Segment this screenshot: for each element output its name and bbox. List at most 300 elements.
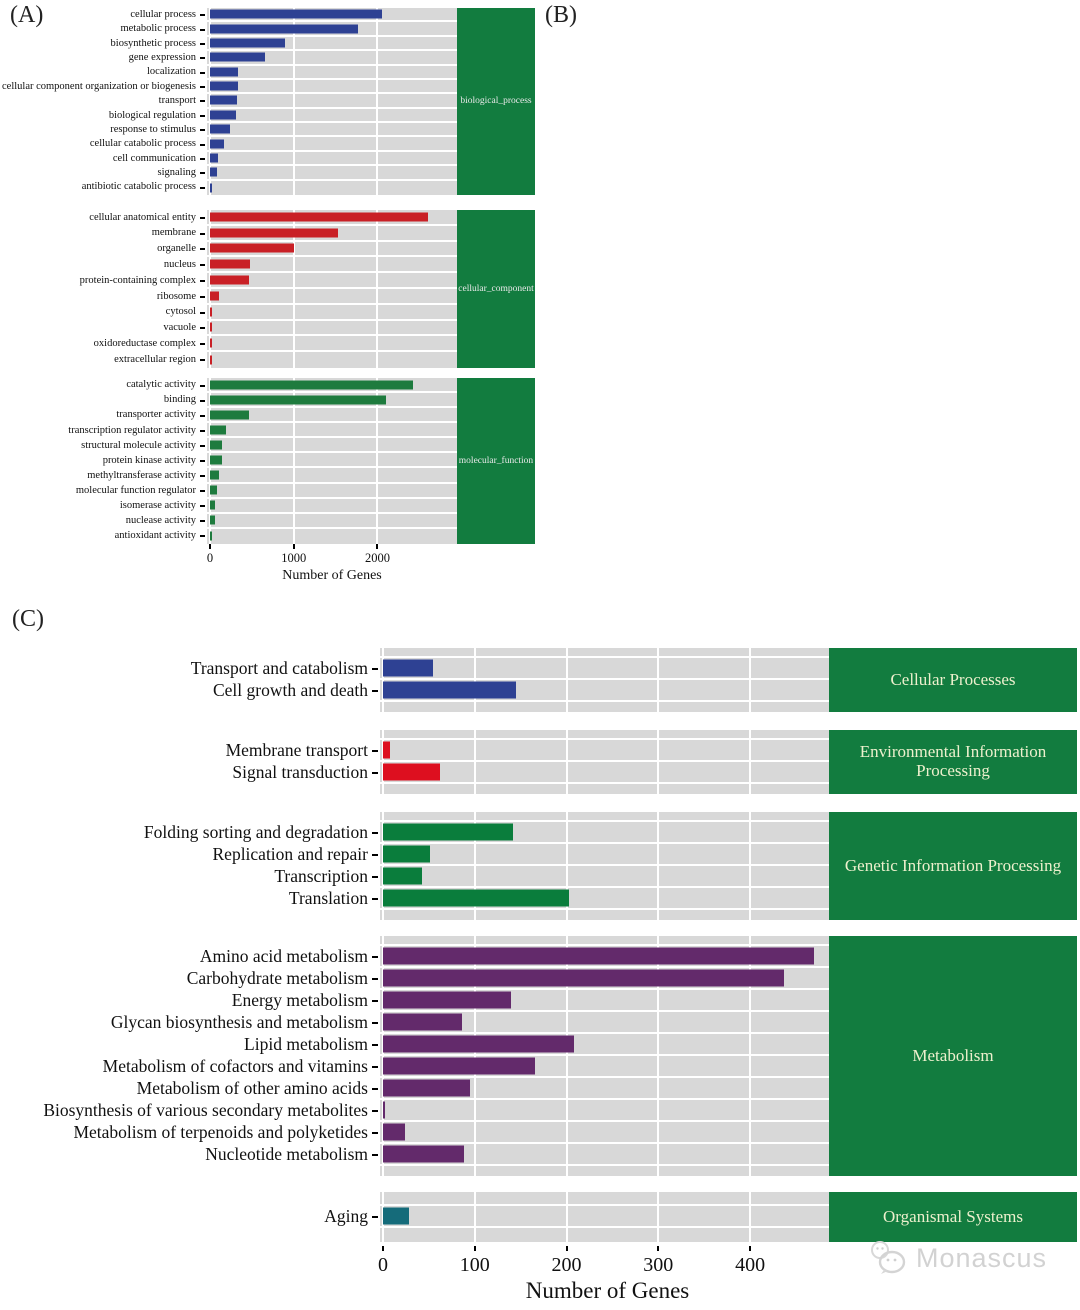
watermark bbox=[868, 1240, 1047, 1276]
bar bbox=[383, 992, 511, 1009]
category-label: isomerase activity bbox=[119, 499, 196, 511]
category-tick-mark bbox=[200, 415, 205, 417]
category-row bbox=[7, 423, 207, 438]
subchart-group bbox=[2, 8, 542, 195]
bar-row bbox=[380, 1100, 829, 1122]
group-strip bbox=[829, 812, 1077, 920]
category-tick-mark bbox=[200, 490, 205, 492]
group-strip bbox=[457, 210, 535, 368]
bar-row bbox=[207, 51, 457, 65]
bar bbox=[383, 1146, 464, 1163]
bar bbox=[383, 890, 569, 907]
category-label: oxidoreductase complex bbox=[93, 338, 196, 350]
bar bbox=[383, 824, 513, 841]
bar bbox=[383, 1080, 470, 1097]
category-tick-mark bbox=[200, 430, 205, 432]
category-label: Metabolism of other amino acids bbox=[136, 1078, 368, 1099]
bar-row bbox=[207, 210, 457, 226]
category-tick-mark bbox=[200, 57, 205, 59]
bar-row bbox=[207, 109, 457, 123]
category-row bbox=[2, 80, 207, 94]
bar bbox=[383, 1102, 385, 1119]
category-row bbox=[7, 152, 207, 166]
category-label: vacuole bbox=[163, 322, 196, 334]
x-axis-tick-label: 0 bbox=[378, 1254, 388, 1276]
category-label: cellular component organization or biogenesis bbox=[2, 80, 196, 92]
bar bbox=[210, 244, 294, 253]
bar bbox=[210, 532, 212, 541]
category-tick-mark bbox=[200, 129, 205, 131]
category-tick-mark bbox=[200, 172, 205, 174]
category-label: Transcription bbox=[274, 866, 368, 887]
bar-row bbox=[207, 336, 457, 352]
panel-padding bbox=[380, 1166, 829, 1176]
category-labels bbox=[2, 8, 207, 195]
bar-row bbox=[380, 1144, 829, 1166]
x-axis-tick bbox=[376, 544, 378, 549]
x-axis-tick bbox=[749, 1246, 751, 1251]
category-label: protein kinase activity bbox=[102, 454, 196, 466]
category-label: Folding sorting and degradation bbox=[143, 822, 368, 843]
plot-panel bbox=[207, 210, 457, 368]
category-tick-mark bbox=[200, 445, 205, 447]
category-row bbox=[7, 321, 207, 337]
category-tick-mark bbox=[372, 956, 378, 959]
category-tick-mark bbox=[200, 158, 205, 160]
bar bbox=[383, 948, 814, 965]
category-row bbox=[0, 1034, 380, 1056]
category-row bbox=[0, 1078, 380, 1100]
strip-label: Cellular Processes bbox=[890, 669, 1016, 689]
bar-row bbox=[380, 1078, 829, 1100]
x-axis-tick-label: 200 bbox=[551, 1254, 582, 1276]
bar-row bbox=[380, 822, 829, 844]
category-label: binding bbox=[163, 394, 196, 406]
category-label: Lipid metabolism bbox=[244, 1034, 368, 1055]
category-label: Replication and repair bbox=[212, 844, 368, 865]
category-label: nucleus bbox=[163, 259, 196, 271]
bar bbox=[210, 425, 226, 434]
panel-padding bbox=[380, 648, 829, 658]
bar-row bbox=[380, 762, 829, 784]
bar bbox=[210, 82, 238, 91]
category-tick-mark bbox=[200, 400, 205, 402]
bar-row bbox=[207, 484, 457, 499]
category-label: transcription regulator activity bbox=[68, 424, 196, 436]
bar bbox=[210, 395, 386, 404]
category-row bbox=[0, 1012, 380, 1034]
bar bbox=[210, 67, 238, 76]
category-tick-mark bbox=[200, 248, 205, 250]
bar-row bbox=[207, 499, 457, 514]
bar-row bbox=[207, 408, 457, 423]
bar bbox=[210, 291, 219, 300]
bar-row bbox=[207, 22, 457, 36]
category-tick-mark bbox=[372, 690, 378, 693]
category-row bbox=[7, 336, 207, 352]
chat-bubbles-logo-icon bbox=[868, 1240, 910, 1276]
x-axis-tick-label: 400 bbox=[735, 1254, 766, 1276]
category-tick-mark bbox=[200, 187, 205, 189]
bar-row bbox=[207, 181, 457, 195]
panel-b-tag: (B) bbox=[545, 2, 577, 28]
category-label: nuclease activity bbox=[125, 514, 196, 526]
category-row bbox=[7, 166, 207, 180]
category-label: cellular anatomical entity bbox=[89, 211, 196, 223]
category-row bbox=[7, 226, 207, 242]
x-axis-tick bbox=[382, 1246, 384, 1251]
category-label: Biosynthesis of various secondary metabolites bbox=[43, 1100, 368, 1121]
category-label: methyltransferase activity bbox=[87, 469, 196, 481]
bar bbox=[210, 10, 382, 19]
category-tick-mark bbox=[200, 86, 205, 88]
x-axis-title: Number of Genes bbox=[525, 1278, 690, 1303]
bar bbox=[210, 380, 413, 389]
category-tick-mark bbox=[200, 343, 205, 345]
category-tick-mark bbox=[200, 43, 205, 45]
panel-padding bbox=[380, 784, 829, 794]
plot-panel bbox=[207, 8, 457, 195]
category-row bbox=[0, 844, 380, 866]
category-label: transporter activity bbox=[116, 409, 196, 421]
bar-row bbox=[380, 844, 829, 866]
category-row bbox=[7, 514, 207, 529]
panel-c-tag: (C) bbox=[12, 606, 44, 632]
bar bbox=[210, 356, 212, 365]
category-row bbox=[7, 499, 207, 514]
category-label: biosynthetic process bbox=[110, 37, 196, 49]
subchart-group bbox=[7, 210, 542, 368]
bar bbox=[383, 868, 422, 885]
bar bbox=[210, 339, 212, 348]
category-label: antibiotic catabolic process bbox=[81, 181, 196, 193]
bar-row bbox=[207, 94, 457, 108]
bar-row bbox=[207, 66, 457, 80]
category-row bbox=[0, 762, 380, 784]
category-tick-mark bbox=[200, 233, 205, 235]
x-axis-tick bbox=[209, 544, 211, 549]
category-tick-mark bbox=[200, 460, 205, 462]
category-label: Energy metabolism bbox=[231, 990, 368, 1011]
category-tick-mark bbox=[200, 280, 205, 282]
panel-padding bbox=[380, 936, 829, 946]
bar-row bbox=[380, 888, 829, 910]
category-tick-mark bbox=[200, 217, 205, 219]
bar bbox=[383, 970, 784, 987]
category-label: catalytic activity bbox=[126, 379, 196, 391]
subchart-group bbox=[0, 812, 1080, 920]
bar bbox=[383, 660, 433, 677]
bar-row bbox=[207, 352, 457, 368]
category-tick-mark bbox=[372, 1000, 378, 1003]
category-label: protein-containing complex bbox=[79, 274, 196, 286]
subchart-group bbox=[0, 730, 1080, 794]
category-label: Transport and catabolism bbox=[190, 658, 368, 679]
category-label: cell communication bbox=[112, 152, 196, 164]
category-tick-mark bbox=[200, 535, 205, 537]
panel-padding bbox=[380, 702, 829, 712]
category-row bbox=[0, 1206, 380, 1228]
strip-label: Metabolism bbox=[912, 1045, 994, 1065]
strip-label: molecular_function bbox=[458, 455, 534, 466]
panel-a-tag: (A) bbox=[10, 2, 44, 28]
x-axis-title: Number of Genes bbox=[282, 568, 382, 583]
bar bbox=[210, 307, 212, 316]
bar bbox=[210, 153, 218, 162]
category-label: Aging bbox=[324, 1206, 368, 1227]
category-row bbox=[0, 680, 380, 702]
bar bbox=[383, 1014, 462, 1031]
bar-row bbox=[380, 946, 829, 968]
x-axis-tick bbox=[293, 544, 295, 549]
strip-label: Environmental Information Processing bbox=[859, 742, 1047, 780]
bar-row bbox=[207, 423, 457, 438]
category-tick-mark bbox=[372, 668, 378, 671]
bar bbox=[210, 38, 285, 47]
bar bbox=[383, 1036, 574, 1053]
strip-label: biological_process bbox=[460, 96, 532, 107]
category-row bbox=[0, 1100, 380, 1122]
category-label: cellular catabolic process bbox=[89, 138, 196, 150]
bar-row bbox=[207, 378, 457, 393]
category-row bbox=[7, 123, 207, 137]
bar bbox=[383, 846, 430, 863]
category-row bbox=[7, 181, 207, 195]
category-row bbox=[7, 109, 207, 123]
category-label: signaling bbox=[157, 167, 196, 179]
bar bbox=[383, 1124, 405, 1141]
category-tick-mark bbox=[372, 1066, 378, 1069]
category-tick-mark bbox=[200, 115, 205, 117]
category-label: Carbohydrate metabolism bbox=[186, 968, 368, 989]
bar-row bbox=[380, 1034, 829, 1056]
panel-padding bbox=[380, 910, 829, 920]
bar bbox=[210, 24, 358, 33]
x-axis-tick bbox=[566, 1246, 568, 1251]
category-row bbox=[7, 37, 207, 51]
category-tick-mark bbox=[372, 750, 378, 753]
group-strip bbox=[829, 648, 1077, 712]
category-row bbox=[7, 305, 207, 321]
plot-panel bbox=[380, 730, 829, 794]
category-tick-mark bbox=[372, 1088, 378, 1091]
bar-row bbox=[207, 393, 457, 408]
bar-row bbox=[380, 1056, 829, 1078]
subchart-group bbox=[7, 378, 542, 544]
category-row bbox=[0, 968, 380, 990]
category-row bbox=[7, 453, 207, 468]
category-row bbox=[0, 1122, 380, 1144]
panel-padding bbox=[380, 812, 829, 822]
bar bbox=[210, 410, 249, 419]
bar bbox=[210, 139, 224, 148]
bar bbox=[210, 486, 217, 495]
bar-row bbox=[380, 740, 829, 762]
category-row bbox=[7, 137, 207, 151]
bar-row bbox=[380, 866, 829, 888]
bar-row bbox=[207, 468, 457, 483]
category-labels bbox=[0, 730, 380, 794]
bar bbox=[210, 212, 428, 221]
x-axis-tick-label: 2000 bbox=[364, 551, 390, 565]
group-strip bbox=[829, 1192, 1077, 1242]
category-row bbox=[0, 946, 380, 968]
group-strip bbox=[829, 936, 1077, 1176]
category-row bbox=[7, 8, 207, 22]
x-axis-tick bbox=[474, 1246, 476, 1251]
group-strip bbox=[457, 378, 535, 544]
category-row bbox=[0, 888, 380, 910]
bar bbox=[210, 440, 222, 449]
category-label: Amino acid metabolism bbox=[199, 946, 368, 967]
bar-row bbox=[207, 453, 457, 468]
category-tick-mark bbox=[372, 898, 378, 901]
category-tick-mark bbox=[372, 978, 378, 981]
category-row bbox=[7, 468, 207, 483]
category-row bbox=[0, 1144, 380, 1166]
panel-padding bbox=[380, 1192, 829, 1206]
category-label: Metabolism of terpenoids and polyketides bbox=[73, 1122, 368, 1143]
category-row bbox=[7, 273, 207, 289]
category-tick-mark bbox=[372, 1044, 378, 1047]
category-row bbox=[7, 438, 207, 453]
bar bbox=[210, 260, 250, 269]
bar bbox=[210, 455, 222, 464]
category-label: molecular function regulator bbox=[75, 484, 196, 496]
bar-row bbox=[207, 305, 457, 321]
kegg-pathway-chart bbox=[540, 0, 1080, 600]
bar-row bbox=[380, 968, 829, 990]
bar-row bbox=[380, 1012, 829, 1034]
bar bbox=[210, 276, 249, 285]
bar-row bbox=[207, 8, 457, 22]
bar bbox=[210, 125, 230, 134]
category-tick-mark bbox=[200, 296, 205, 298]
category-label: Cell growth and death bbox=[212, 680, 368, 701]
category-tick-mark bbox=[372, 1110, 378, 1113]
bar-row bbox=[207, 242, 457, 258]
category-row bbox=[0, 822, 380, 844]
category-row bbox=[0, 658, 380, 680]
bar bbox=[210, 323, 212, 332]
bar-row bbox=[207, 80, 457, 94]
category-row bbox=[0, 740, 380, 762]
category-row bbox=[0, 990, 380, 1012]
bar-row bbox=[207, 137, 457, 151]
category-row bbox=[7, 242, 207, 258]
category-tick-mark bbox=[200, 72, 205, 74]
x-axis-tick-label: 300 bbox=[643, 1254, 674, 1276]
category-labels bbox=[0, 648, 380, 712]
panel-padding bbox=[380, 730, 829, 740]
bar-row bbox=[380, 658, 829, 680]
plot-panel bbox=[380, 812, 829, 920]
category-row bbox=[7, 408, 207, 423]
bar bbox=[210, 516, 215, 525]
category-tick-mark bbox=[200, 475, 205, 477]
bar-row bbox=[207, 289, 457, 305]
group-strip bbox=[457, 8, 535, 195]
category-labels bbox=[7, 210, 207, 368]
category-tick-mark bbox=[200, 312, 205, 314]
category-tick-mark bbox=[372, 832, 378, 835]
category-row bbox=[7, 393, 207, 408]
category-label: Glycan biosynthesis and metabolism bbox=[110, 1012, 368, 1033]
category-tick-mark bbox=[372, 854, 378, 857]
bar-row bbox=[207, 321, 457, 337]
category-tick-mark bbox=[200, 520, 205, 522]
category-row bbox=[7, 529, 207, 544]
category-labels bbox=[0, 936, 380, 1176]
bar bbox=[210, 53, 265, 62]
category-label: Signal transduction bbox=[232, 762, 368, 783]
bar-row bbox=[207, 514, 457, 529]
bar-row bbox=[380, 1206, 829, 1228]
category-row bbox=[7, 94, 207, 108]
category-row bbox=[7, 289, 207, 305]
x-axis-tick-label: 100 bbox=[459, 1254, 490, 1276]
x-axis-tick-label: 1000 bbox=[281, 551, 307, 565]
category-label: response to stimulus bbox=[110, 123, 196, 135]
bar-row bbox=[207, 123, 457, 137]
category-label: metabolic process bbox=[120, 23, 196, 35]
category-label: extracellular region bbox=[114, 353, 196, 365]
bar bbox=[210, 471, 219, 480]
category-tick-mark bbox=[200, 14, 205, 16]
category-label: structural molecule activity bbox=[81, 439, 196, 451]
bar bbox=[383, 742, 390, 759]
bar-row bbox=[380, 680, 829, 702]
category-label: Metabolism of cofactors and vitamins bbox=[102, 1056, 368, 1077]
category-label: ribosome bbox=[156, 290, 196, 302]
plot-panel bbox=[380, 1192, 829, 1242]
category-tick-mark bbox=[200, 144, 205, 146]
category-tick-mark bbox=[372, 876, 378, 879]
bar-row bbox=[207, 226, 457, 242]
plot-panel bbox=[380, 936, 829, 1176]
bar bbox=[383, 682, 516, 699]
bar bbox=[210, 110, 236, 119]
category-row bbox=[7, 51, 207, 65]
category-label: Translation bbox=[288, 888, 368, 909]
category-labels bbox=[7, 378, 207, 544]
category-label: transport bbox=[158, 95, 196, 107]
category-label: antioxidant activity bbox=[114, 530, 196, 542]
subchart-group bbox=[0, 648, 1080, 712]
bar-row bbox=[207, 37, 457, 51]
category-labels bbox=[0, 1192, 380, 1242]
category-row bbox=[7, 257, 207, 273]
bar-row bbox=[380, 990, 829, 1012]
category-label: Nucleotide metabolism bbox=[205, 1144, 368, 1165]
category-label: organelle bbox=[157, 243, 196, 255]
category-tick-mark bbox=[372, 772, 378, 775]
category-tick-mark bbox=[200, 359, 205, 361]
category-label: localization bbox=[147, 66, 196, 78]
bar bbox=[210, 228, 338, 237]
category-tick-mark bbox=[372, 1022, 378, 1025]
bar-row bbox=[207, 166, 457, 180]
strip-label: cellular_component bbox=[458, 283, 534, 294]
x-axis bbox=[7, 544, 542, 586]
subchart-group bbox=[0, 1192, 1080, 1242]
category-labels bbox=[0, 812, 380, 920]
bar bbox=[383, 764, 440, 781]
group-strip bbox=[829, 730, 1077, 794]
category-tick-mark bbox=[200, 327, 205, 329]
bar bbox=[210, 183, 212, 192]
strip-label: Genetic Information Processing bbox=[844, 855, 1062, 875]
